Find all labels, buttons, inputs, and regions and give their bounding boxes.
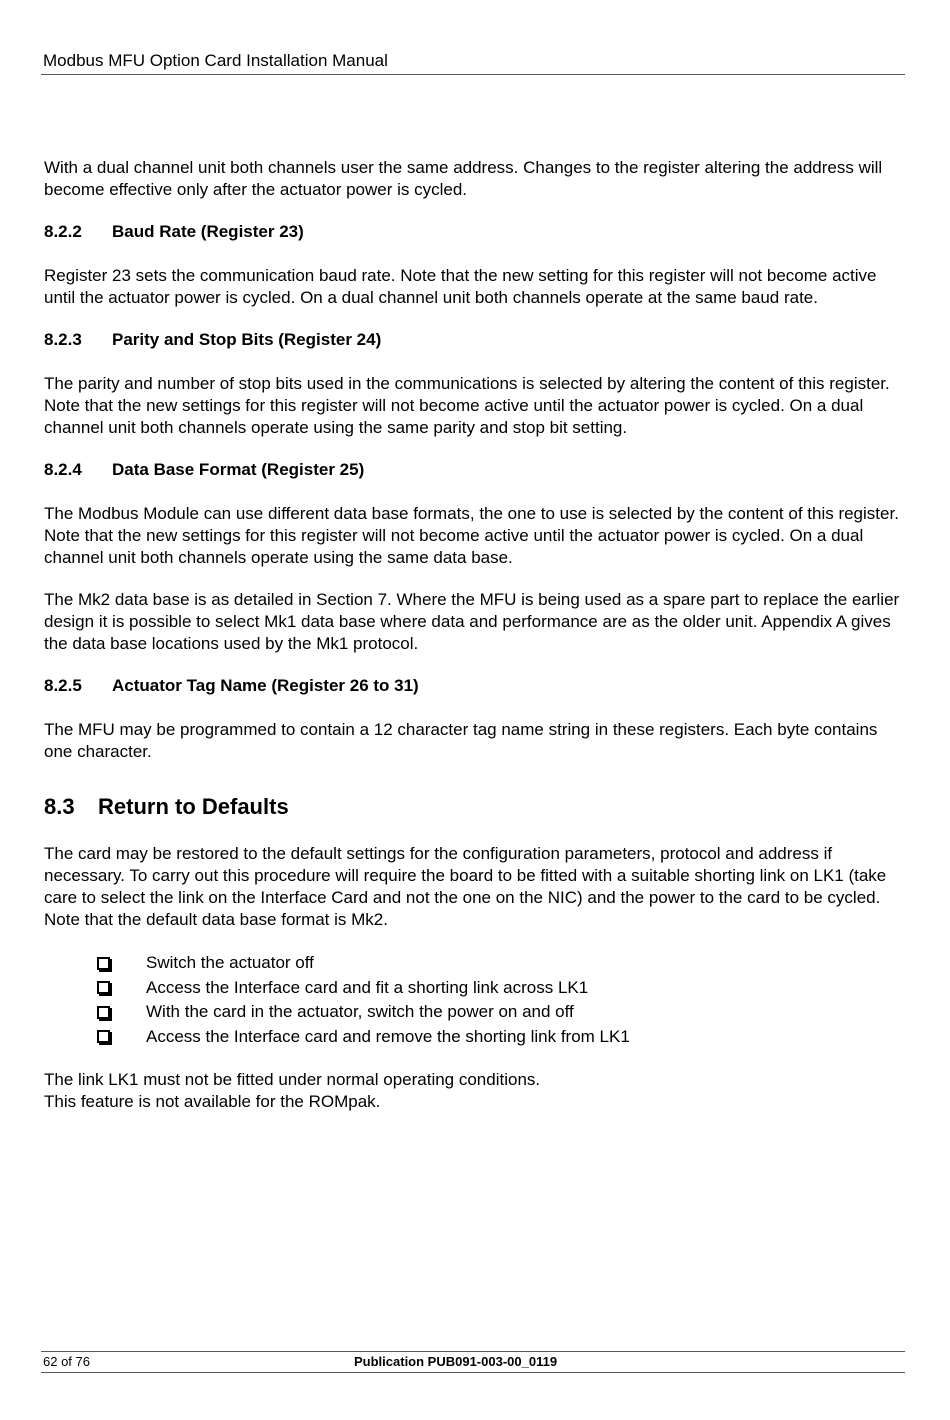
step-text: With the card in the actuator, switch the power on and off <box>146 1002 574 1021</box>
list-item <box>97 1025 906 1050</box>
section-title: Actuator Tag Name (Register 26 to 31) <box>112 676 419 695</box>
list-item <box>97 1000 906 1025</box>
section-title: Baud Rate (Register 23) <box>112 222 304 241</box>
section-8-3-paragraph: The card may be restored to the default settings for the configuration parameters, protocol and address if necessary. To carry out this procedure will require the board to be fitted with a suitable shorting link on LK1 (take care to select the link on the Interface Card and not the one on the NIC) and the power to the card to be cycled. Note that the default data base format is Mk2. <box>44 844 887 929</box>
section-title: Return to Defaults <box>98 794 289 819</box>
step-text: Access the Interface card and remove the shorting link from LK1 <box>146 1026 630 1046</box>
document-body <box>44 157 906 1113</box>
publication-id: Publication PUB091-003-00_0119 <box>354 1354 558 1369</box>
section-number: 8.2.3 <box>44 330 82 349</box>
checkbox-icon <box>97 1030 110 1043</box>
checkbox-icon <box>97 981 110 994</box>
checkbox-icon <box>97 957 110 970</box>
section-number: 8.2.5 <box>44 676 82 695</box>
section-number: 8.3 <box>44 794 75 819</box>
section-8-2-4-paragraph-2: The Mk2 data base is as detailed in Section 7. Where the MFU is being used as a spare part to replace the earlier design it is possible to select Mk1 data base where data and performance are as the older unit. Appendix A gives the data base locations used by the Mk1 protocol. <box>44 590 900 653</box>
page-number: 62 of 76 <box>43 1354 90 1369</box>
section-8-2-3-paragraph: The parity and number of stop bits used in the communications is selected by altering the content of this register. Note that the new settings for this register will not become active until the actuator power is cycled. On a dual channel unit both channels operate using the same parity and stop bit setting. <box>44 374 890 437</box>
section-8-3-heading <box>44 793 906 821</box>
intro-paragraph: With a dual channel unit both channels user the same address. Changes to the register altering the address will become effective only after the actuator power is cycled. <box>44 158 883 199</box>
section-8-2-2-paragraph: Register 23 sets the communication baud rate. Note that the new setting for this register will not become active until the actuator power is cycled. On a dual channel unit both channels operate at the same baud rate. <box>44 266 877 307</box>
section-number: 8.2.2 <box>44 222 82 241</box>
note-line-1: The link LK1 must not be fitted under normal operating conditions. <box>44 1070 541 1089</box>
section-8-2-5-heading <box>44 675 906 697</box>
page-header-title: Modbus MFU Option Card Installation Manual <box>43 51 388 70</box>
section-number: 8.2.4 <box>44 460 82 479</box>
section-8-2-4-heading <box>44 459 906 481</box>
section-8-2-4-paragraph-1: The Modbus Module can use different data base formats, the one to use is selected by the content of this register. Note that the new settings for this register will not become active until the actuator power is cycled. On a dual channel unit both channels operate using the same data base. <box>44 504 899 567</box>
step-text: Access the Interface card and fit a shorting link across LK1 <box>146 977 589 997</box>
section-8-2-5-paragraph: The MFU may be programmed to contain a 12 character tag name string in these registers. Each byte contains one character. <box>44 720 878 761</box>
section-8-2-2-heading <box>44 221 906 243</box>
list-item <box>97 976 906 1001</box>
header-divider <box>41 74 905 75</box>
procedure-steps-list <box>44 951 906 1049</box>
section-8-2-3-heading <box>44 329 906 351</box>
list-item <box>97 951 906 976</box>
footer-divider-bottom <box>41 1372 905 1373</box>
section-title: Data Base Format (Register 25) <box>112 460 365 479</box>
footer-divider-top <box>41 1351 905 1352</box>
step-text: Switch the actuator off <box>146 953 314 972</box>
checkbox-icon <box>97 1006 110 1019</box>
note-line-2: This feature is not available for the ROMpak. <box>44 1092 381 1111</box>
section-title: Parity and Stop Bits (Register 24) <box>112 330 382 349</box>
